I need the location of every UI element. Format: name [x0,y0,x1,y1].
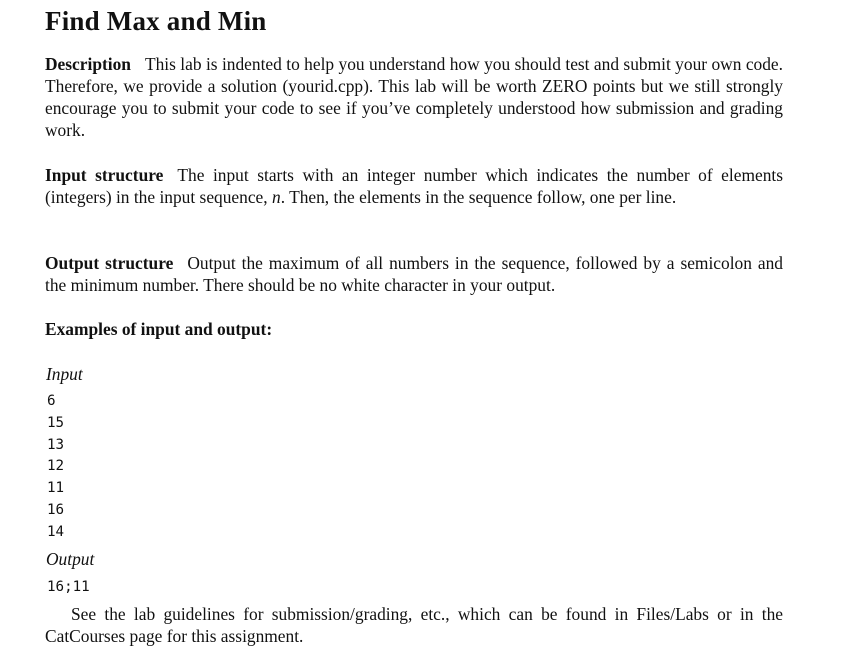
input-structure-text-before: The input starts with an integer number which indicates the number of elements (integers) in the input sequence, [45,165,783,207]
input-example-line: 14 [47,523,65,540]
input-structure-text-after: . Then, the elements in the sequence follow, one per line. [280,187,677,207]
description-text: This lab is indented to help you understand how you should test and submit your own code. Therefore, we provide a solution (yourid.cpp). This lab will be worth ZERO points but we still strongly encourage you to submit your code to see if you’ve completely understood how submission and grading work. [45,54,783,140]
input-label: Input [46,364,83,384]
input-example-line: 6 [47,393,56,409]
output-example-line: 16;11 [47,579,90,595]
output-label: Output [46,549,95,569]
output-structure-text: Output the maximum of all numbers in the sequence, followed by a semicolon and the minimum number. There should be no white character in your output. [45,253,783,295]
input-example-line: 12 [47,458,65,475]
page-title: Find Max and Min [45,6,267,36]
input-example-block [47,391,64,544]
input-structure-variable: n [271,187,281,207]
footer-note: See the lab guidelines for submission/grading, etc., which can be found in Files/Labs or in the CatCourses page for this assignment. [45,604,783,646]
output-structure-heading: Output structure [45,253,174,273]
input-example-line: 15 [47,414,65,431]
input-structure-heading: Input structure [45,165,164,185]
output-example-block [47,577,90,599]
input-example-line: 11 [47,480,65,497]
description-heading: Description [45,54,131,74]
output-structure-paragraph [45,252,783,296]
examples-heading: Examples of input and output: [45,319,273,339]
input-example-line: 13 [47,436,65,453]
input-structure-paragraph [45,164,783,208]
input-example-line: 16 [47,501,65,518]
description-paragraph [45,53,783,141]
